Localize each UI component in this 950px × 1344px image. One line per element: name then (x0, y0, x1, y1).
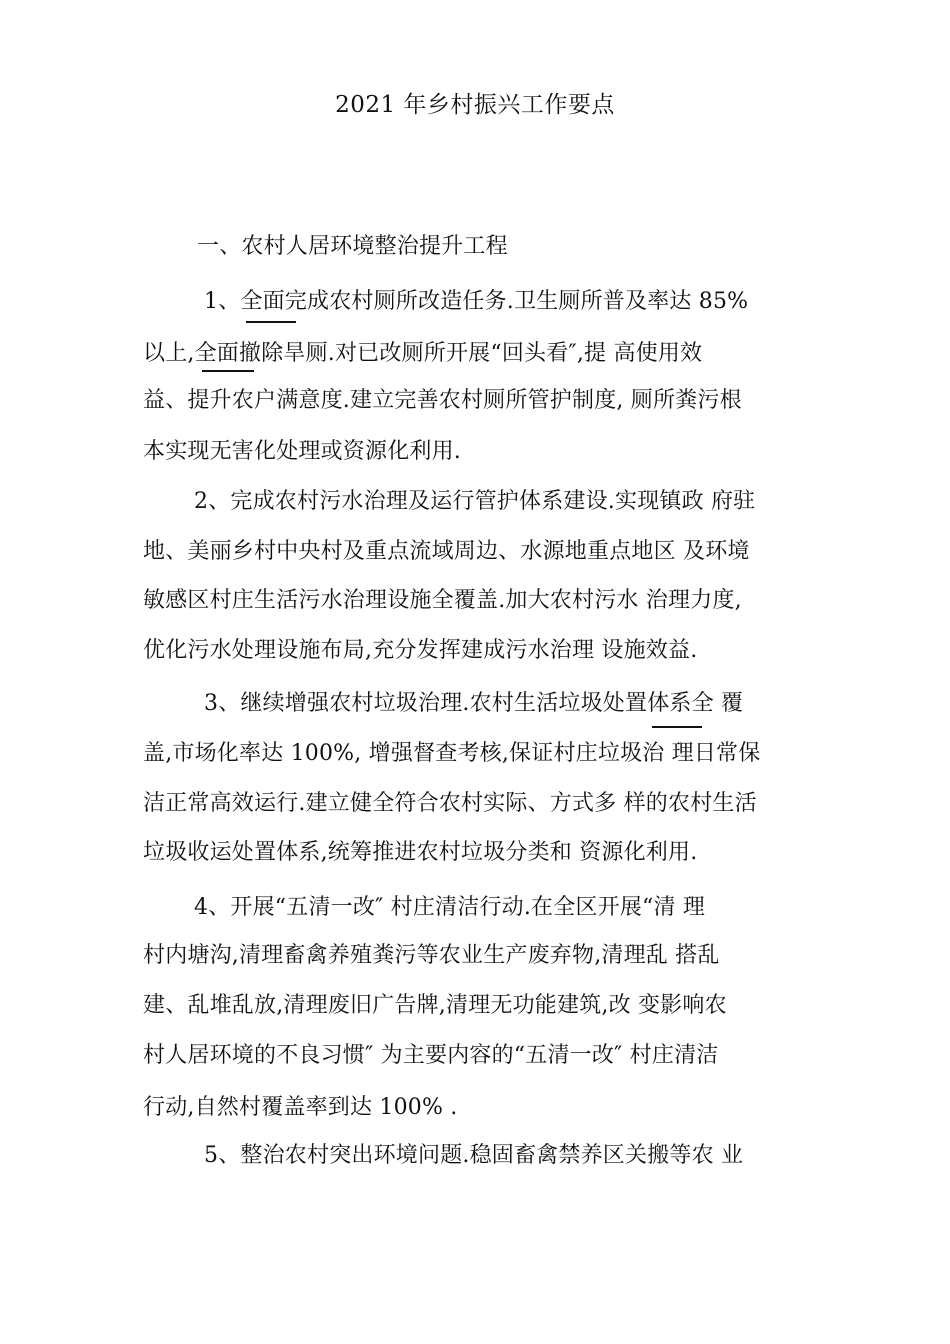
section-heading: 一、农村人居环境整治提升工程 (197, 234, 508, 259)
underline-mark (202, 370, 254, 372)
text-line-13: 4、开展“五清一改″ 村庄清洁行动.在全区开展“清 理 (194, 895, 706, 920)
text-line-1: 1、全面完成农村厕所改造任务.卫生厕所普及率达 85% (204, 289, 749, 314)
text-line-15: 建、乱堆乱放,清理废旧广告牌,清理无功能建筑,改 变影响农 (143, 993, 727, 1018)
text-line-9: 3、继续增强农村垃圾治理.农村生活垃圾处置体系全 覆 (204, 691, 744, 716)
text-line-2: 以上,全面撤除旱厕.对已改厕所开展“回头看″,提 高使用效 (143, 341, 703, 366)
underline-mark (652, 726, 702, 728)
text-line-14: 村内塘沟,清理畜禽养殖粪污等农业生产废弃物,清理乱 搭乱 (143, 943, 720, 968)
text-line-8: 优化污水处理设施布局,充分发挥建成污水治理 设施效益. (143, 638, 698, 663)
text-line-17: 行动,自然村覆盖率到达 100% . (143, 1095, 458, 1120)
underline-mark (246, 321, 296, 323)
text-line-5: 2、完成农村污水治理及运行管护体系建设.实现镇政 府驻 (194, 489, 756, 514)
text-line-11: 洁正常高效运行.建立健全符合农村实际、方式多 样的农村生活 (143, 791, 757, 816)
document-title: 2021 年乡村振兴工作要点 (335, 92, 615, 118)
text-line-10: 盖,市场化率达 100%, 增强督查考核,保证村庄垃圾治 理日常保 (143, 741, 761, 766)
text-line-3: 益、提升农户满意度.建立完善农村厕所管护制度, 厕所粪污根 (143, 388, 742, 413)
text-line-6: 地、美丽乡村中央村及重点流域周边、水源地重点地区 及环境 (143, 539, 750, 564)
text-line-12: 垃圾收运处置体系,统筹推进农村垃圾分类和 资源化利用. (143, 840, 698, 865)
text-line-4: 本实现无害化处理或资源化利用. (143, 439, 461, 464)
text-line-18: 5、整治农村突出环境问题.稳固畜禽禁养区关搬等农 业 (204, 1143, 744, 1168)
text-line-7: 敏感区村庄生活污水治理设施全覆盖.加大农村污水 治理力度, (143, 588, 742, 613)
text-line-16: 村人居环境的不良习惯″ 为主要内容的“五清一改″ 村庄清洁 (143, 1043, 719, 1068)
